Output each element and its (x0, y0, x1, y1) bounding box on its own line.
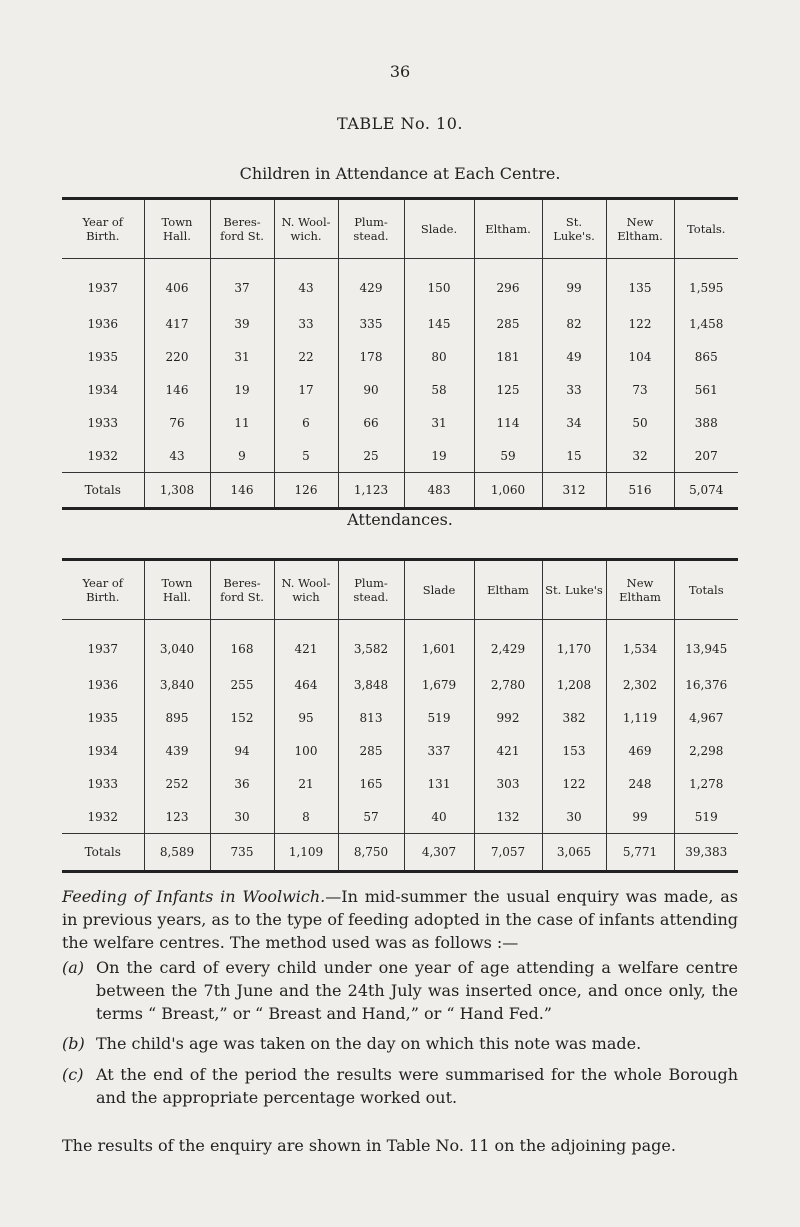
totals-label: Totals (62, 473, 144, 509)
closing-paragraph: The results of the enquiry are shown in Table No. 11 on the adjoining page. (62, 1136, 676, 1155)
header-cell: Totals (674, 560, 738, 620)
value-cell: 1,458 (674, 307, 738, 340)
value-cell: 76 (144, 406, 210, 439)
value-cell: 25 (338, 439, 404, 473)
header-cell: Beres- ford St. (210, 199, 274, 259)
value-cell: 22 (274, 340, 338, 373)
value-cell: 21 (274, 767, 338, 800)
feeding-heading: Feeding of Infants in Woolwich. (62, 887, 326, 906)
value-cell: 43 (274, 259, 338, 308)
value-cell: 421 (274, 620, 338, 669)
value-cell: 337 (404, 734, 474, 767)
totals-label: Totals (62, 834, 144, 872)
value-cell: 7,057 (474, 834, 542, 872)
value-cell: 5,771 (606, 834, 674, 872)
list-marker: (c) (62, 1065, 84, 1084)
table-row (62, 734, 738, 767)
table-row (62, 767, 738, 800)
header-cell: Plum- stead. (338, 560, 404, 620)
value-cell: 519 (674, 800, 738, 834)
value-cell: 31 (210, 340, 274, 373)
table-row (62, 620, 738, 669)
value-cell: 152 (210, 701, 274, 734)
year-cell: 1936 (87, 677, 119, 692)
year-cell: 1935 (87, 710, 119, 725)
value-cell: 4,967 (674, 701, 738, 734)
list-item (62, 956, 738, 1025)
value-cell: 11 (210, 406, 274, 439)
value-cell: 100 (274, 734, 338, 767)
year-cell: 1935 (87, 349, 119, 364)
value-cell: 99 (606, 800, 674, 834)
value-cell: 382 (542, 701, 606, 734)
value-cell: 1,109 (274, 834, 338, 872)
list-marker: (b) (62, 1034, 85, 1053)
year-cell: 1933 (87, 415, 119, 430)
header-cell: N. Wool- wich (274, 560, 338, 620)
value-cell: 220 (144, 340, 210, 373)
value-cell: 735 (210, 834, 274, 872)
value-cell: 519 (404, 701, 474, 734)
header-cell: Eltham (474, 560, 542, 620)
value-cell: 17 (274, 373, 338, 406)
value-cell: 285 (338, 734, 404, 767)
value-cell: 30 (210, 800, 274, 834)
header-cell: St. Luke's. (542, 199, 606, 259)
list-marker: (a) (62, 958, 85, 977)
page-number: 36 (389, 62, 411, 81)
value-cell: 19 (404, 439, 474, 473)
header-row (62, 560, 738, 620)
value-cell: 146 (144, 373, 210, 406)
value-cell: 255 (210, 668, 274, 701)
totals-row (62, 834, 738, 872)
value-cell: 312 (542, 473, 606, 509)
table-row (62, 373, 738, 406)
value-cell: 114 (474, 406, 542, 439)
value-cell: 80 (404, 340, 474, 373)
value-cell: 2,298 (674, 734, 738, 767)
year-cell: 1934 (87, 743, 119, 758)
value-cell: 296 (474, 259, 542, 308)
value-cell: 5,074 (674, 473, 738, 509)
value-cell: 406 (144, 259, 210, 308)
year-cell: 1933 (87, 776, 119, 791)
list-text: At the end of the period the results were summarised for the whole Borough and the appropriate percentage worked out. (96, 1065, 738, 1107)
header-cell: Totals. (674, 199, 738, 259)
year-cell: 1937 (87, 281, 119, 295)
value-cell: 303 (474, 767, 542, 800)
header-cell: Plum- stead. (338, 199, 404, 259)
value-cell: 126 (274, 473, 338, 509)
value-cell: 1,679 (404, 668, 474, 701)
attendance-table-caption: Attendances. (347, 510, 453, 529)
header-cell: Year of Birth. (62, 199, 144, 259)
value-cell: 3,582 (338, 620, 404, 669)
value-cell: 1,308 (144, 473, 210, 509)
value-cell: 335 (338, 307, 404, 340)
value-cell: 178 (338, 340, 404, 373)
value-cell: 122 (606, 307, 674, 340)
value-cell: 125 (474, 373, 542, 406)
value-cell: 8,589 (144, 834, 210, 872)
value-cell: 99 (542, 259, 606, 308)
value-cell: 207 (674, 439, 738, 473)
value-cell: 3,065 (542, 834, 606, 872)
feeding-intro-text: —In mid-summer the usual enquiry was made, as in previous years, as to the type of feeding adopted in the case of infants attending the welfare centres. The method used was as follows :— (62, 887, 738, 952)
value-cell: 165 (338, 767, 404, 800)
value-cell: 19 (210, 373, 274, 406)
table-row (62, 307, 738, 340)
value-cell: 516 (606, 473, 674, 509)
value-cell: 145 (404, 307, 474, 340)
value-cell: 123 (144, 800, 210, 834)
value-cell: 33 (274, 307, 338, 340)
list-text: The child's age was taken on the day on which this note was made. (96, 1034, 642, 1053)
header-cell: New Eltham (606, 560, 674, 620)
value-cell: 132 (474, 800, 542, 834)
value-cell: 1,278 (674, 767, 738, 800)
value-cell: 94 (210, 734, 274, 767)
value-cell: 50 (606, 406, 674, 439)
value-cell: 3,848 (338, 668, 404, 701)
attendances-table (62, 558, 738, 873)
value-cell: 57 (338, 800, 404, 834)
value-cell: 8,750 (338, 834, 404, 872)
year-cell: 1932 (87, 809, 119, 824)
year-cell: 1936 (87, 316, 119, 331)
value-cell: 865 (674, 340, 738, 373)
value-cell: 66 (338, 406, 404, 439)
value-cell: 895 (144, 701, 210, 734)
children-attendance-table (62, 197, 738, 510)
value-cell: 40 (404, 800, 474, 834)
feeding-intro-paragraph (62, 885, 738, 954)
table-row (62, 800, 738, 834)
value-cell: 439 (144, 734, 210, 767)
value-cell: 1,119 (606, 701, 674, 734)
value-cell: 2,429 (474, 620, 542, 669)
value-cell: 58 (404, 373, 474, 406)
header-cell: Town Hall. (144, 560, 210, 620)
value-cell: 168 (210, 620, 274, 669)
value-cell: 429 (338, 259, 404, 308)
header-cell: Slade (404, 560, 474, 620)
value-cell: 992 (474, 701, 542, 734)
value-cell: 15 (542, 439, 606, 473)
value-cell: 3,040 (144, 620, 210, 669)
value-cell: 1,208 (542, 668, 606, 701)
list-item (62, 1032, 738, 1055)
value-cell: 1,060 (474, 473, 542, 509)
header-cell: Year of Birth. (62, 560, 144, 620)
table-row (62, 259, 738, 308)
value-cell: 6 (274, 406, 338, 439)
year-cell: 1937 (87, 642, 119, 656)
value-cell: 252 (144, 767, 210, 800)
value-cell: 39 (210, 307, 274, 340)
value-cell: 13,945 (674, 620, 738, 669)
value-cell: 33 (542, 373, 606, 406)
value-cell: 150 (404, 259, 474, 308)
value-cell: 417 (144, 307, 210, 340)
value-cell: 9 (210, 439, 274, 473)
value-cell: 1,123 (338, 473, 404, 509)
value-cell: 561 (674, 373, 738, 406)
value-cell: 5 (274, 439, 338, 473)
value-cell: 1,534 (606, 620, 674, 669)
header-cell: Slade. (404, 199, 474, 259)
value-cell: 82 (542, 307, 606, 340)
value-cell: 1,170 (542, 620, 606, 669)
value-cell: 153 (542, 734, 606, 767)
value-cell: 285 (474, 307, 542, 340)
totals-row (62, 473, 738, 509)
header-row (62, 199, 738, 259)
value-cell: 388 (674, 406, 738, 439)
value-cell: 49 (542, 340, 606, 373)
table-title: TABLE No. 10. (337, 114, 463, 133)
value-cell: 813 (338, 701, 404, 734)
header-cell: N. Wool- wich. (274, 199, 338, 259)
value-cell: 90 (338, 373, 404, 406)
header-cell: Town Hall. (144, 199, 210, 259)
value-cell: 248 (606, 767, 674, 800)
value-cell: 16,376 (674, 668, 738, 701)
list-item (62, 1063, 738, 1109)
value-cell: 146 (210, 473, 274, 509)
value-cell: 1,601 (404, 620, 474, 669)
value-cell: 1,595 (674, 259, 738, 308)
value-cell: 4,307 (404, 834, 474, 872)
value-cell: 2,302 (606, 668, 674, 701)
header-cell: Beres- ford St. (210, 560, 274, 620)
value-cell: 122 (542, 767, 606, 800)
value-cell: 59 (474, 439, 542, 473)
value-cell: 483 (404, 473, 474, 509)
table-row (62, 701, 738, 734)
children-table-caption: Children in Attendance at Each Centre. (239, 164, 561, 183)
value-cell: 464 (274, 668, 338, 701)
value-cell: 32 (606, 439, 674, 473)
year-cell: 1932 (87, 448, 119, 463)
value-cell: 39,383 (674, 834, 738, 872)
table-row (62, 668, 738, 701)
value-cell: 73 (606, 373, 674, 406)
value-cell: 37 (210, 259, 274, 308)
value-cell: 36 (210, 767, 274, 800)
header-cell: Eltham. (474, 199, 542, 259)
value-cell: 30 (542, 800, 606, 834)
list-text: On the card of every child under one year of age attending a welfare centre between the 7th June and the 24th July was inserted once, and once only, the terms “ Breast,” or “ Breast and Hand,” or “ Hand Fed.” (96, 958, 738, 1023)
value-cell: 3,840 (144, 668, 210, 701)
year-cell: 1934 (87, 382, 119, 397)
value-cell: 104 (606, 340, 674, 373)
table-row (62, 406, 738, 439)
value-cell: 2,780 (474, 668, 542, 701)
value-cell: 131 (404, 767, 474, 800)
table-row (62, 340, 738, 373)
value-cell: 135 (606, 259, 674, 308)
value-cell: 181 (474, 340, 542, 373)
table-row (62, 439, 738, 473)
value-cell: 95 (274, 701, 338, 734)
header-cell: St. Luke's (542, 560, 606, 620)
value-cell: 421 (474, 734, 542, 767)
value-cell: 8 (274, 800, 338, 834)
header-cell: New Eltham. (606, 199, 674, 259)
value-cell: 31 (404, 406, 474, 439)
value-cell: 43 (144, 439, 210, 473)
value-cell: 469 (606, 734, 674, 767)
value-cell: 34 (542, 406, 606, 439)
